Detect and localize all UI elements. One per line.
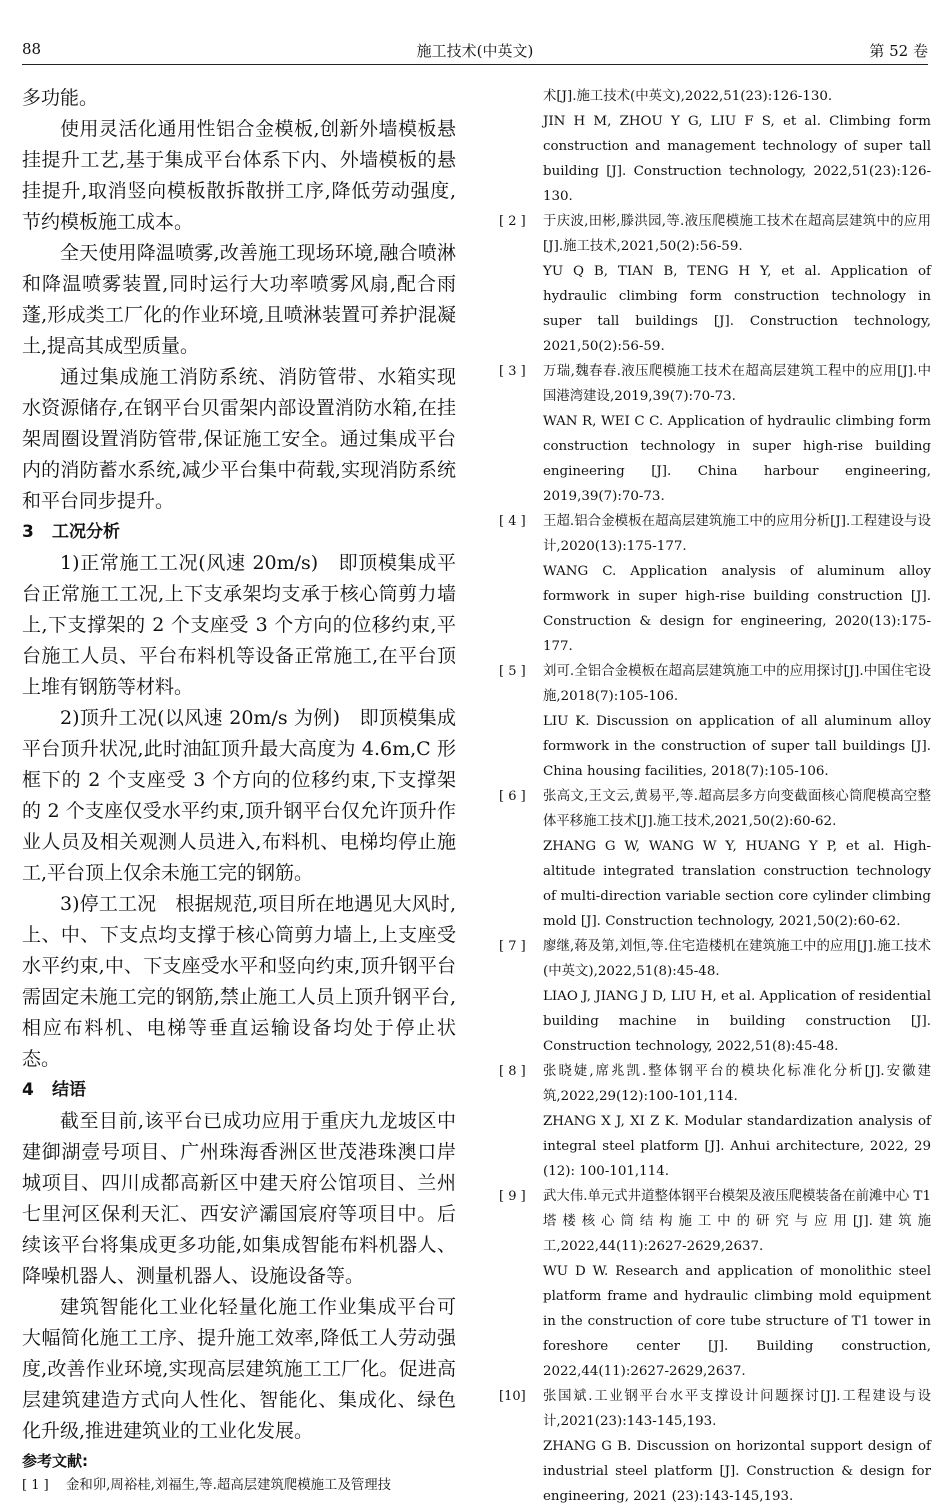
reference-number: [ 6 ]: [499, 789, 526, 804]
page-header: [22, 40, 928, 65]
reference-number: [ 8 ]: [499, 1064, 526, 1079]
reference-number: [ 4 ]: [499, 514, 526, 529]
section-title: 结语: [52, 1080, 86, 1100]
reference-list: [499, 209, 931, 1509]
reference-text: 廖继,蒋及第,刘恒,等.住宅造楼机在建筑施工中的应用[J].施工技术(中英文),2022,51(8):45-48.: [543, 939, 931, 979]
reference-text-en: ZHANG G W, WANG W Y, HUANG Y P, et al. High-altitude integrated translation construction technology of multi-direction variable section core cylinder climbing mold [J]. Construction technology, 2021,50(2):60-62.: [543, 839, 931, 929]
reference-item: [499, 659, 931, 784]
reference-number: [ 9 ]: [499, 1189, 526, 1204]
references-heading: 参考文献:: [22, 1452, 88, 1470]
section-number: 4: [22, 1080, 34, 1100]
page-number: 88: [22, 40, 42, 58]
reference-text: 武大伟.单元式井道整体钢平台模架及液压爬模装备在前滩中心 T1 塔楼核心筒结构施工中的研究与应用[J].建筑施工,2022,44(11):2627-2629,2637.: [543, 1189, 931, 1254]
left-column: [22, 83, 456, 1498]
section-title: 工况分析: [52, 522, 120, 542]
reference-item: [22, 1473, 456, 1498]
paragraph: 3)停工工况 根据规范,项目所在地遇见大风时,上、中、下支点均支撑于核心筒剪力墙上,上支座受水平约束,中、下支座受水平和竖向约束,顶升钢平台需固定未施工完的钢筋,禁止施工人员上顶升钢平台,相应布料机、电梯等垂直运输设备均处于停止状态。: [22, 893, 456, 1070]
reference-text-en: YU Q B, TIAN B, TENG H Y, et al. Application of hydraulic climbing form construction technology in super tall buildings [J]. Construction technology, 2021,50(2):56-59.: [543, 264, 931, 354]
reference-text: 刘可.全铝合金模板在超高层建筑施工中的应用探讨[J].中国住宅设施,2018(7):105-106.: [543, 664, 931, 704]
reference-text-en: JIN H M, ZHOU Y G, LIU F S, et al. Climbing form construction and management technology of super tall building [J]. Construction technology, 2022,51(23):126-130.: [543, 114, 931, 204]
reference-text-en: ZHANG G B. Discussion on horizontal support design of industrial steel platform [J]. Construction & design for engineering, 2021 (23):143-145,193.: [543, 1439, 931, 1504]
reference-item: [499, 1184, 931, 1384]
reference-text: 张晓婕,席兆凯.整体钢平台的模块化标准化分析[J].安徽建筑,2022,29(12):100-101,114.: [543, 1064, 931, 1104]
journal-title: 施工技术(中英文): [416, 42, 534, 60]
reference-text: 术[J].施工技术(中英文),2022,51(23):126-130.: [543, 89, 833, 104]
volume-label: 第 52 卷: [869, 42, 928, 60]
reference-number: [ 5 ]: [499, 664, 526, 679]
reference-text: 于庆波,田彬,滕洪园,等.液压爬模施工技术在超高层建筑中的应用[J].施工技术,2021,50(2):56-59.: [543, 214, 931, 254]
reference-text: 万瑞,魏春春.液压爬模施工技术在超高层建筑工程中的应用[J].中国港湾建设,2019,39(7):70-73.: [543, 364, 931, 404]
paragraph: 全天使用降温喷雾,改善施工现场环境,融合喷淋和降温喷雾装置,同时运行大功率喷雾风扇,配合雨蓬,形成类工厂化的作业环境,且喷淋装置可养护混凝土,提高其成型质量。: [22, 242, 456, 357]
reference-number: [ 3 ]: [499, 364, 526, 379]
right-column: [499, 84, 931, 1509]
paragraph: 通过集成施工消防系统、消防管带、水箱实现水资源储存,在钢平台贝雷架内部设置消防水箱,在挂架周圈设置消防管带,保证施工安全。通过集成平台内的消防蓄水系统,减少平台集中荷载,实现消防系统和平台同步提升。: [22, 366, 456, 512]
paragraph: 截至目前,该平台已成功应用于重庆九龙坡区中建御湖壹号项目、广州珠海香洲区世茂港珠澳口岸城项目、四川成都高新区中建天府公馆项目、兰州七里河区保利天汇、西安浐灞国宸府等项目中。后续该平台将集成更多功能,如集成智能布料机器人、降噪机器人、测量机器人、设施设备等。: [22, 1110, 456, 1287]
section-heading: [22, 1075, 456, 1106]
reference-continuation: [499, 84, 931, 209]
reference-text-en: ZHANG X J, XI Z K. Modular standardization analysis of integral steel platform [J]. Anhui architecture, 2022, 29 (12): 100-101,114.: [543, 1114, 931, 1179]
reference-item: [499, 1384, 931, 1509]
reference-text-en: WANG C. Application analysis of aluminum alloy formwork in super high-rise building construction [J]. Construction & design for engineering, 2020(13):175-177.: [543, 564, 931, 654]
reference-text-en: LIAO J, JIANG J D, LIU H, et al. Application of residential building machine in building construction [J]. Construction technology, 2022,51(8):45-48.: [543, 989, 931, 1054]
section-number: 3: [22, 522, 34, 542]
paragraph: 使用灵活化通用性铝合金模板,创新外墙模板悬挂提升工艺,基于集成平台体系下内、外墙模板的悬挂提升,取消竖向模板散拆散拼工序,降低劳动强度,节约模板施工成本。: [22, 118, 456, 233]
section-heading: [22, 517, 456, 548]
reference-item: [499, 1059, 931, 1184]
reference-text: 张国斌.工业钢平台水平支撑设计问题探讨[J].工程建设与设计,2021(23):143-145,193.: [543, 1389, 931, 1429]
reference-text: 张高文,王文云,黄易平,等.超高层多方向变截面核心筒爬模高空整体平移施工技术[J].施工技术,2021,50(2):60-62.: [543, 789, 931, 829]
reference-item: [499, 934, 931, 1059]
reference-item: [499, 784, 931, 934]
reference-number: [10]: [499, 1389, 526, 1404]
reference-text-en: WU D W. Research and application of monolithic steel platform frame and hydraulic climbing mold equipment in the construction of core tube structure of T1 tower in foreshore center [J]. Building construction, 2022,44(11):2627-2629,2637.: [543, 1264, 931, 1379]
reference-text-en: LIU K. Discussion on application of all aluminum alloy formwork in the construction of super tall buildings [J]. China housing facilities, 2018(7):105-106.: [543, 714, 931, 779]
reference-text: 金和卯,周裕桂,刘福生,等.超高层建筑爬模施工及管理技: [66, 1478, 392, 1493]
reference-number: [ 1 ]: [22, 1478, 49, 1493]
paragraph: 2)顶升工况(以风速 20m/s 为例) 即顶模集成平台顶升状况,此时油缸顶升最大高度为 4.6m,C 形框下的 2 个支座受 3 个方向的位移约束,下支撑架的 2 个支座仅受水平约束,顶升钢平台仅允许顶升作业人员及相关观测人员进入,布料机、电梯均停止施工,平台顶上仅余未施工完的钢筋。: [22, 707, 456, 884]
reference-item: [499, 359, 931, 509]
reference-text-en: WAN R, WEI C C. Application of hydraulic climbing form construction technology in super high-rise building engineering [J]. China harbour engineering, 2019,39(7):70-73.: [543, 414, 931, 504]
paragraph: 建筑智能化工业化轻量化施工作业集成平台可大幅简化施工工序、提升施工效率,降低工人劳动强度,改善作业环境,实现高层建筑施工工厂化。促进高层建筑建造方式向人性化、智能化、集成化、绿色化升级,推进建筑业的工业化发展。: [22, 1296, 456, 1442]
reference-item: [499, 209, 931, 359]
reference-number: [ 7 ]: [499, 939, 526, 954]
paragraph: 多功能。: [22, 87, 99, 109]
paragraph: 1)正常施工工况(风速 20m/s) 即顶模集成平台正常施工工况,上下支承架均支承于核心筒剪力墙上,下支撑架的 2 个支座受 3 个方向的位移约束,平台施工人员、平台布料机等设备正常施工,在平台顶上堆有钢筋等材料。: [22, 552, 456, 698]
reference-number: [ 2 ]: [499, 214, 526, 229]
reference-item: [499, 509, 931, 659]
reference-text: 王超.铝合金模板在超高层建筑施工中的应用分析[J].工程建设与设计,2020(13):175-177.: [543, 514, 931, 554]
